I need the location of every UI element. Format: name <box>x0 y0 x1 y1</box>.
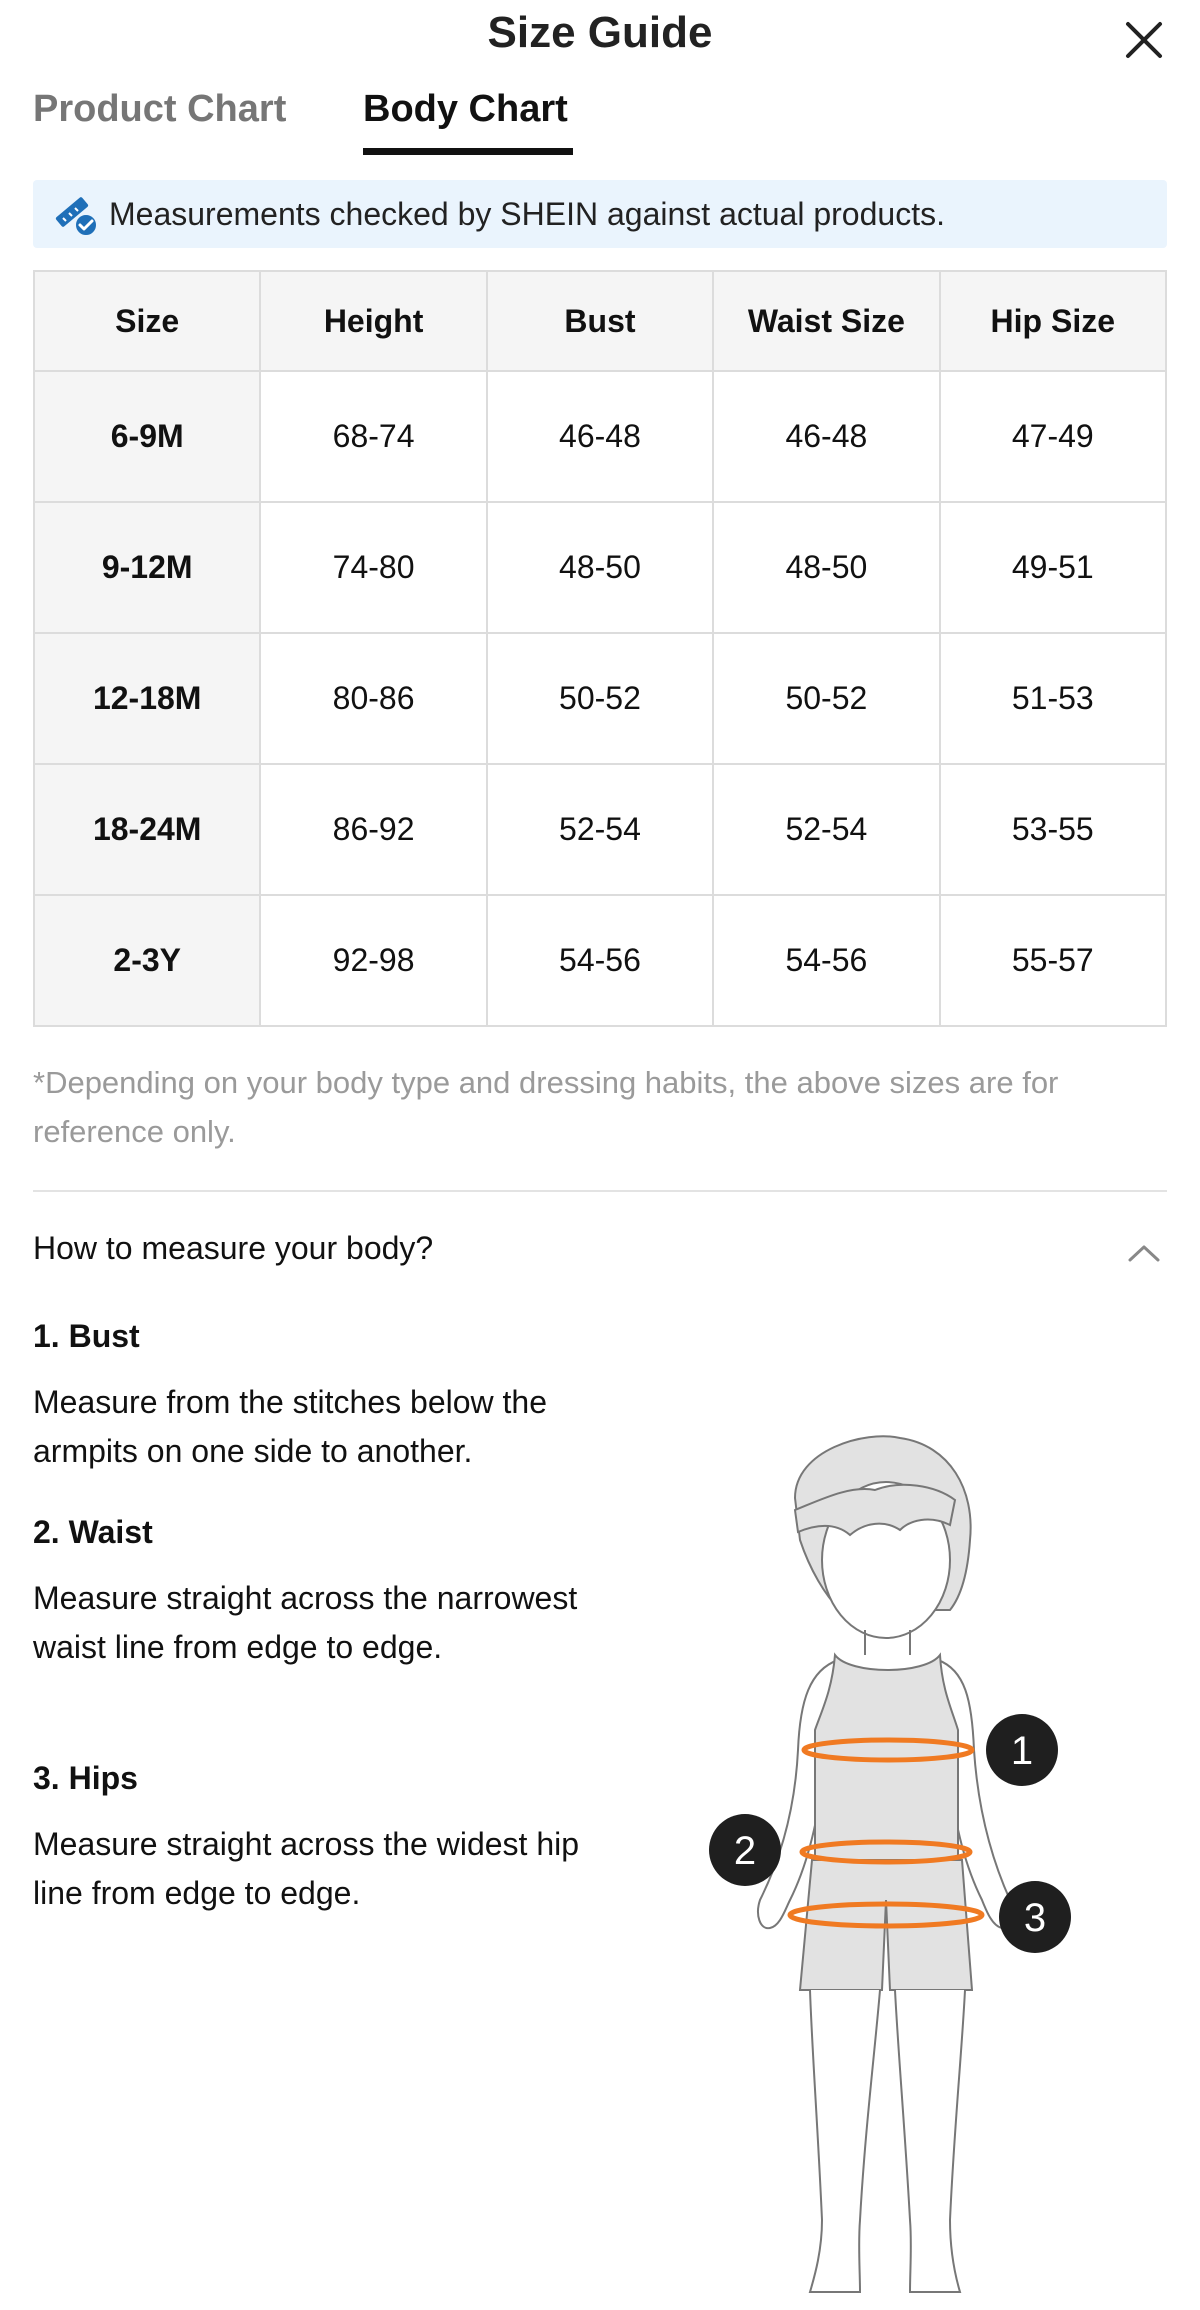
table-cell: 54-56 <box>713 895 939 1026</box>
column-header: Bust <box>487 271 713 371</box>
table-cell: 80-86 <box>260 633 486 764</box>
table-cell: 52-54 <box>487 764 713 895</box>
table-cell: 54-56 <box>487 895 713 1026</box>
size-cell: 18-24M <box>34 764 260 895</box>
child-body-illustration <box>700 1430 1100 2310</box>
table-cell: 68-74 <box>260 371 486 502</box>
column-header: Hip Size <box>940 271 1166 371</box>
header <box>0 0 1200 72</box>
column-header: Waist Size <box>713 271 939 371</box>
table-header-row <box>34 271 1166 371</box>
table-row <box>34 371 1166 502</box>
step-hips-title: 3. Hips <box>33 1760 138 1796</box>
close-icon[interactable] <box>1118 14 1170 66</box>
size-cell: 2-3Y <box>34 895 260 1026</box>
table-row <box>34 764 1166 895</box>
marker-1 <box>986 1714 1058 1786</box>
step-hips-desc: Measure straight across the widest hip line from edge to edge. <box>33 1826 580 1911</box>
chevron-up-icon[interactable] <box>1126 1242 1162 1264</box>
size-cell: 9-12M <box>34 502 260 633</box>
marker-1-label: 1 <box>1010 1729 1034 1773</box>
size-disclaimer: *Depending on your body type and dressing habits, the above sizes are for reference only. <box>33 1065 1059 1149</box>
table-cell: 49-51 <box>940 502 1166 633</box>
table-row <box>34 633 1166 764</box>
marker-2-label: 2 <box>733 1829 757 1873</box>
size-table <box>33 270 1167 1027</box>
page-title: Size Guide <box>487 8 713 57</box>
table-cell: 51-53 <box>940 633 1166 764</box>
table-cell: 50-52 <box>487 633 713 764</box>
table-cell: 53-55 <box>940 764 1166 895</box>
marker-3 <box>999 1881 1071 1953</box>
table-cell: 86-92 <box>260 764 486 895</box>
step-waist-desc: Measure straight across the narrowest waist line from edge to edge. <box>33 1580 578 1665</box>
table-row <box>34 502 1166 633</box>
table-row <box>34 895 1166 1026</box>
marker-2 <box>709 1814 781 1886</box>
table-cell: 92-98 <box>260 895 486 1026</box>
table-cell: 74-80 <box>260 502 486 633</box>
table-cell: 48-50 <box>487 502 713 633</box>
step-waist-title: 2. Waist <box>33 1514 153 1550</box>
tab-bar <box>33 88 1167 160</box>
table-cell: 46-48 <box>713 371 939 502</box>
section-divider <box>33 1190 1167 1192</box>
measurement-notice <box>33 180 1167 248</box>
table-cell: 52-54 <box>713 764 939 895</box>
column-header: Size <box>34 271 260 371</box>
table-cell: 47-49 <box>940 371 1166 502</box>
ruler-check-icon <box>53 192 99 238</box>
notice-text: Measurements checked by SHEIN against actual products. <box>109 196 945 232</box>
table-cell: 55-57 <box>940 895 1166 1026</box>
table-cell: 48-50 <box>713 502 939 633</box>
step-bust-desc: Measure from the stitches below the armpits on one side to another. <box>33 1384 548 1469</box>
step-bust-title: 1. Bust <box>33 1318 140 1354</box>
table-cell: 46-48 <box>487 371 713 502</box>
active-tab-indicator <box>363 148 573 155</box>
size-cell: 12-18M <box>34 633 260 764</box>
size-cell: 6-9M <box>34 371 260 502</box>
tab-product-chart[interactable]: Product Chart <box>33 88 287 130</box>
tab-body-chart[interactable]: Body Chart <box>363 88 568 130</box>
howto-title[interactable]: How to measure your body? <box>33 1230 434 1266</box>
table-cell: 50-52 <box>713 633 939 764</box>
marker-3-label: 3 <box>1023 1896 1047 1940</box>
column-header: Height <box>260 271 486 371</box>
